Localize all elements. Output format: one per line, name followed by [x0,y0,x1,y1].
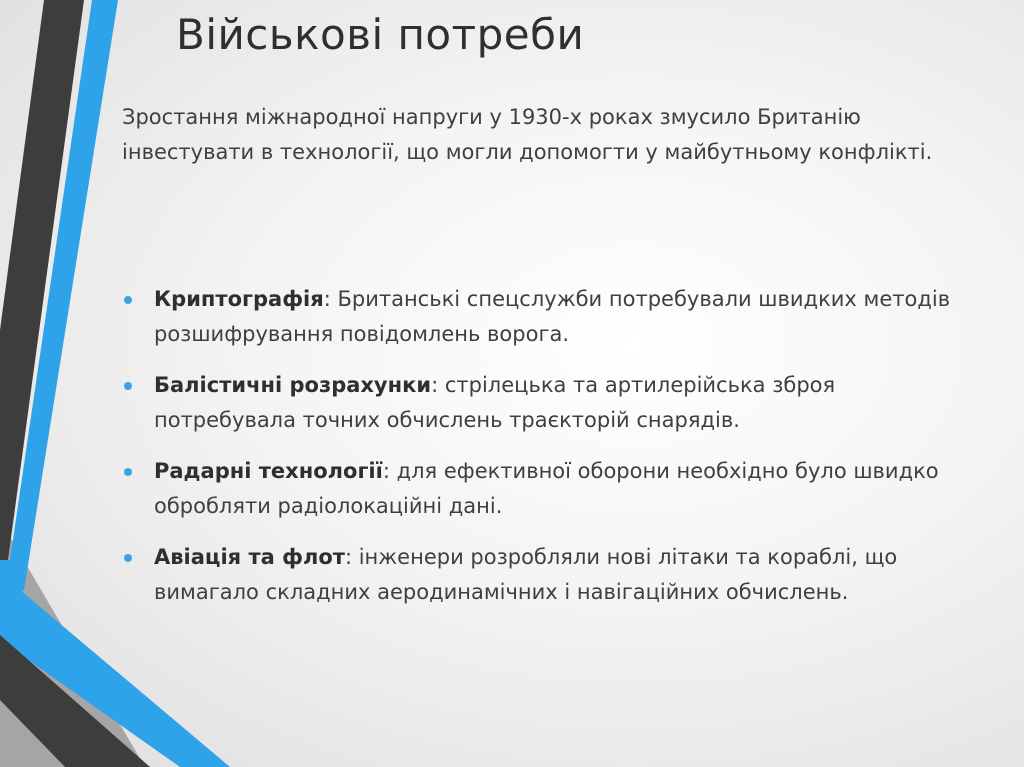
bullet-ballistics [122,368,982,438]
slide-title: Військові потреби [176,10,585,59]
bullet-cryptography [122,282,982,352]
bullet-text: : стрілецька та артилерійська зброя потребувала точних обчислень траєкторій снарядів. [154,373,836,432]
bullet-dot-icon [124,296,132,304]
bullet-term: Криптографія [154,287,324,311]
bullet-text: : інженери розробляли нові літаки та кораблі, що вимагало складних аеродинамічних і навігаційних обчислень. [154,545,898,604]
bullet-aviation-navy [122,540,982,610]
bullet-text: : для ефективної оборони необхідно було швидко обробляти радіолокаційні дані. [154,459,939,518]
bullet-radar [122,454,982,524]
bullet-list [122,282,982,626]
bullet-dot-icon [124,468,132,476]
bullet-dot-icon [124,382,132,390]
bullet-term: Радарні технології [154,459,383,483]
intro-paragraph: Зростання міжнародної напруги у 1930-х роках змусило Британію інвестувати в технології, що могли допомогти у майбутньому конфлікті. [122,105,933,164]
bullet-term: Авіація та флот [154,545,345,569]
bullet-dot-icon [124,554,132,562]
bullet-term: Балістичні розрахунки [154,373,432,397]
bullet-text: : Британські спецслужби потребували швидких методів розшифрування повідомлень ворога. [154,287,951,346]
